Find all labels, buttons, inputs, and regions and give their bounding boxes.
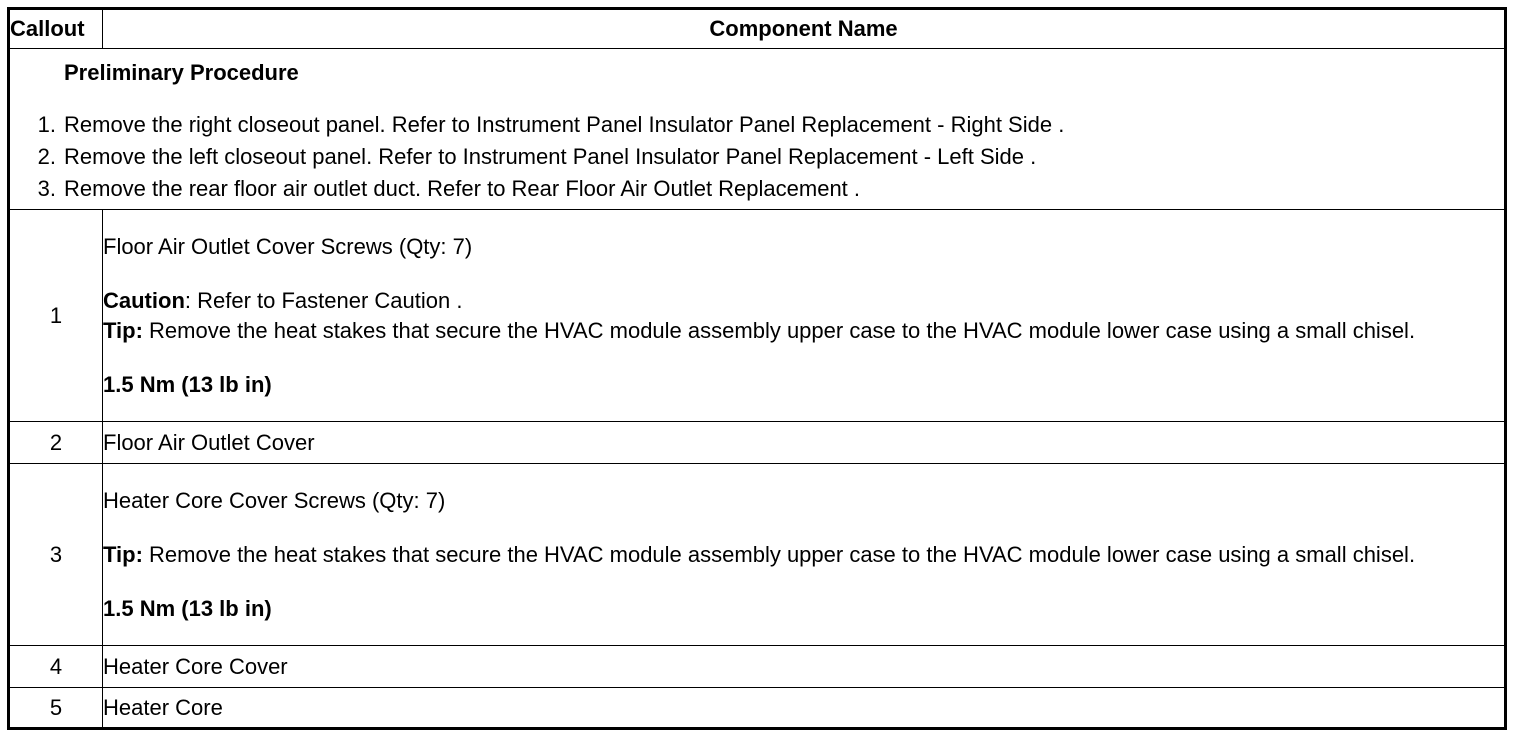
component-name: Floor Air Outlet Cover bbox=[103, 422, 1506, 464]
callout-number: 5 bbox=[9, 688, 103, 729]
table-row bbox=[9, 688, 1506, 729]
step-number: 1. bbox=[37, 112, 56, 137]
torque-spec: 1.5 Nm (13 lb in) bbox=[103, 371, 272, 397]
torque-spec: 1.5 Nm (13 lb in) bbox=[103, 595, 272, 621]
tip-note bbox=[103, 540, 1504, 570]
preliminary-procedure bbox=[9, 49, 1506, 210]
preliminary-step bbox=[10, 141, 1504, 173]
tip-label: Tip: bbox=[103, 317, 143, 343]
step-number: 3. bbox=[37, 176, 56, 201]
callout-number: 1 bbox=[9, 210, 103, 422]
preliminary-step bbox=[10, 109, 1504, 141]
tip-label: Tip: bbox=[103, 541, 143, 567]
component-name: Floor Air Outlet Cover Screws (Qty: 7) bbox=[103, 233, 473, 259]
component-name: Heater Core bbox=[103, 688, 1506, 729]
caution-note bbox=[103, 286, 1504, 316]
step-text: Remove the left closeout panel. Refer to Instrument Panel Insulator Panel Replacement - Left Side . bbox=[64, 144, 1037, 169]
table-row bbox=[9, 646, 1506, 688]
table-row bbox=[9, 422, 1506, 464]
preliminary-title: Preliminary Procedure bbox=[64, 60, 299, 85]
step-text: Remove the right closeout panel. Refer to Instrument Panel Insulator Panel Replacement - Right Side . bbox=[64, 112, 1065, 137]
preliminary-row bbox=[9, 49, 1506, 210]
components-table bbox=[7, 7, 1507, 730]
callout-number: 2 bbox=[9, 422, 103, 464]
callout-number: 4 bbox=[9, 646, 103, 688]
component-name-header: Component Name bbox=[103, 9, 1506, 49]
tip-text: Remove the heat stakes that secure the HVAC module assembly upper case to the HVAC module lower case using a small chisel. bbox=[142, 541, 1416, 567]
component-cell bbox=[103, 464, 1506, 646]
callout-number: 3 bbox=[9, 464, 103, 646]
table-row bbox=[9, 464, 1506, 646]
component-name: Heater Core Cover bbox=[103, 646, 1506, 688]
caution-label: Caution bbox=[103, 287, 185, 313]
callout-header: Callout bbox=[9, 9, 103, 49]
step-number: 2. bbox=[37, 144, 56, 169]
preliminary-step bbox=[10, 173, 1504, 205]
header-row bbox=[9, 9, 1506, 49]
component-cell bbox=[103, 210, 1506, 422]
tip-text: Remove the heat stakes that secure the HVAC module assembly upper case to the HVAC module lower case using a small chisel. bbox=[142, 317, 1416, 343]
caution-text: : Refer to Fastener Caution . bbox=[184, 287, 463, 313]
step-text: Remove the rear floor air outlet duct. Refer to Rear Floor Air Outlet Replacement . bbox=[64, 176, 861, 201]
component-name: Heater Core Cover Screws (Qty: 7) bbox=[103, 487, 446, 513]
tip-note bbox=[103, 316, 1504, 346]
table-row bbox=[9, 210, 1506, 422]
